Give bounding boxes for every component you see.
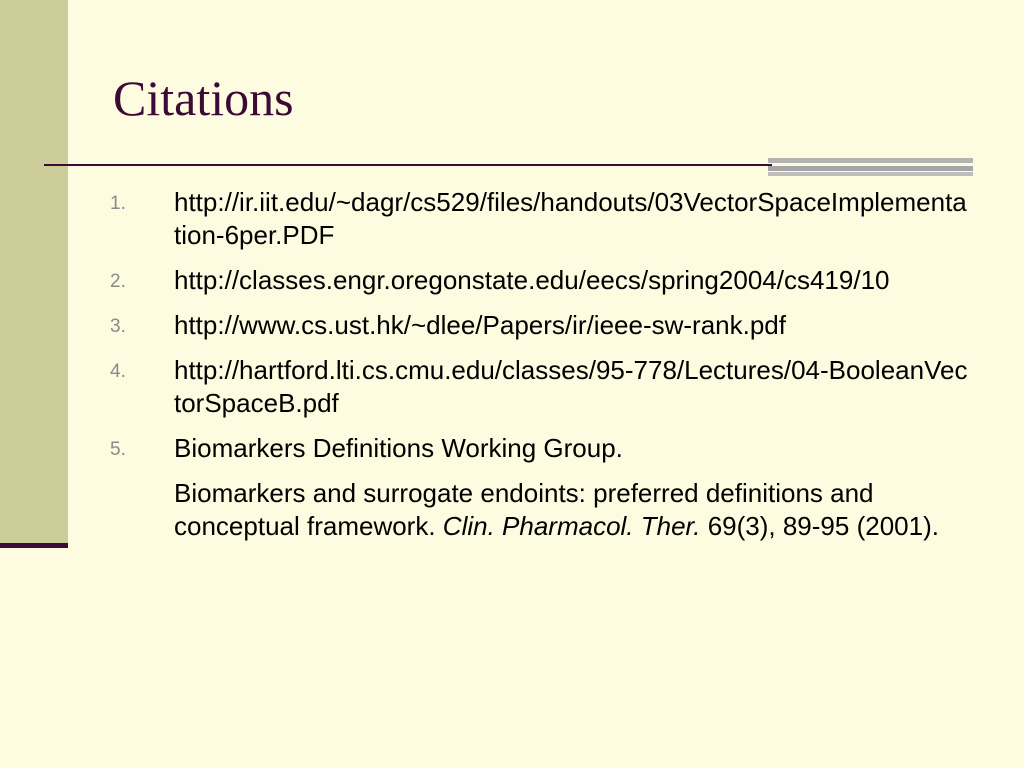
continuation-tail: 69(3), 89-95 (2001).	[700, 511, 939, 541]
left-accent-bar	[0, 543, 68, 548]
citation-link[interactable]: http://classes.engr.oregonstate.edu/eecs/spring2004/cs419/10	[174, 265, 890, 295]
citation-item	[110, 354, 970, 420]
title-divider	[44, 164, 772, 166]
journal-name: Clin. Pharmacol. Ther.	[442, 511, 701, 541]
citation-text: Biomarkers Definitions Working Group.	[174, 433, 623, 463]
citation-number: 4.	[110, 361, 126, 382]
decorative-gray-bar	[768, 172, 973, 176]
continuation-lead: Biomarkers and surrogate endoints: preferred definitions and conceptual framework.	[174, 478, 874, 541]
citation-item	[110, 309, 970, 342]
decorative-gray-bar	[768, 166, 973, 171]
citation-link[interactable]: http://www.cs.ust.hk/~dlee/Papers/ir/ieee-sw-rank.pdf	[174, 310, 786, 340]
citation-link[interactable]: http://ir.iit.edu/~dagr/cs529/files/handouts/03VectorSpaceImplementation-6per.PDF	[174, 187, 967, 250]
slide-title: Citations	[113, 70, 294, 126]
citation-number: 1.	[110, 193, 126, 214]
citation-item	[110, 186, 970, 252]
citation-item	[110, 432, 970, 465]
citation-number: 5.	[110, 439, 126, 460]
citation-number: 2.	[110, 271, 126, 292]
citation-continuation	[110, 477, 970, 543]
citation-item	[110, 264, 970, 297]
left-accent-band	[0, 0, 68, 545]
citation-link[interactable]: http://hartford.lti.cs.cmu.edu/classes/95-778/Lectures/04-BooleanVectorSpaceB.pdf	[174, 355, 968, 418]
citation-number: 3.	[110, 316, 126, 337]
citation-list	[110, 186, 970, 543]
decorative-gray-bar	[768, 158, 973, 163]
